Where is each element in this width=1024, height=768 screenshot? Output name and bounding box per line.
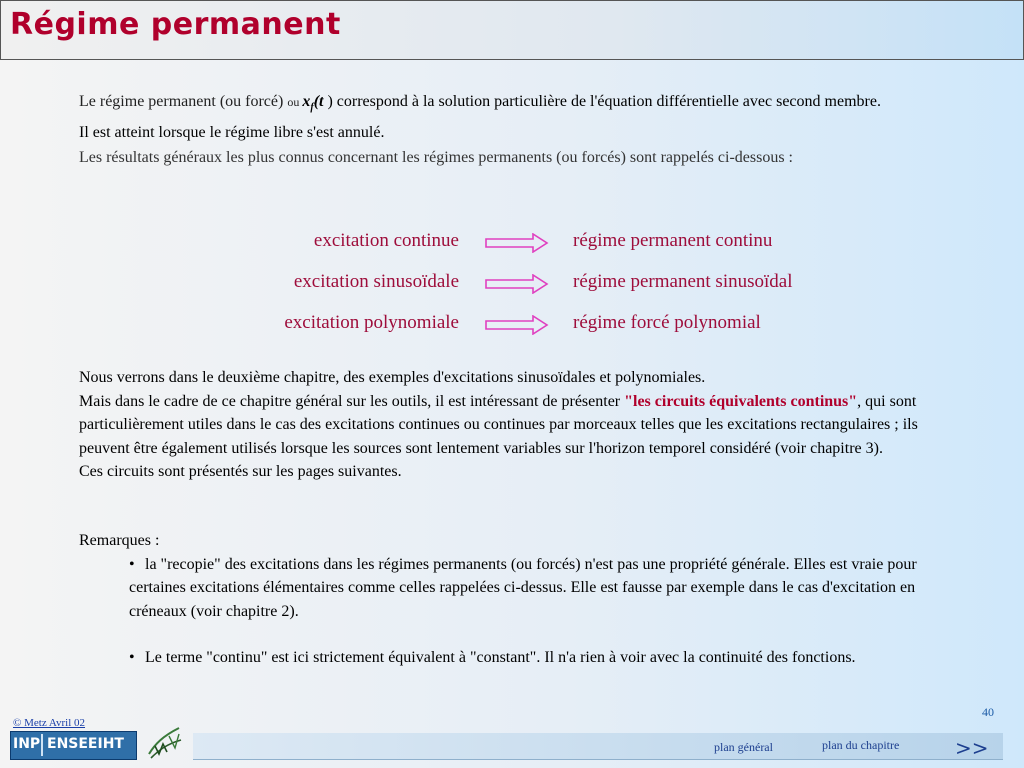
- remark-text: Le terme "continu" est ici strictement équivalent à "constant". Il n'a rien à voir avec la continuité des fonctions.: [145, 649, 856, 666]
- body-line-1: Nous verrons dans le deuxième chapitre, des exemples d'excitations sinusoïdales et polynomiales.: [79, 369, 706, 386]
- remarks-title: Remarques :: [79, 532, 160, 549]
- intro-paragraph-3: Les résultats généraux les plus connus concernant les régimes permanents (ou forcés) sont rappelés ci-dessous :: [79, 149, 793, 167]
- logo-school-text: ENSEEIHT: [47, 736, 124, 752]
- regime-label: régime forcé polynomial: [573, 312, 761, 333]
- intro-text-b: ) correspond à la solution particulière de l'équation différentielle avec second membre.: [323, 93, 881, 110]
- body-line-2-b: , qui sont particulièrement utiles dans le cas des excitations continues ou continues par morceaux telles que les excitations rectangulaires ; ils peuvent être également utilisés lorsque les sources sont lentement variables sur l'horizon temporel considéré (voir chapitre 3).: [79, 392, 918, 457]
- mapping-row: [0, 307, 1024, 348]
- title-bar: [0, 0, 1024, 60]
- mapping-row: [0, 266, 1024, 307]
- remarks-section: [79, 529, 959, 670]
- regime-label: régime permanent sinusoïdal: [573, 271, 793, 292]
- math-t: (t: [313, 93, 324, 110]
- copyright-link[interactable]: © Metz Avril 02: [13, 717, 86, 729]
- remark-text: la "recopie" des excitations dans les régimes permanents (ou forcés) n'est pas une propriété générale. Elles est vraie pour certaines excitations élémentaires comme celles rappelées ci-dessus. Elle est fausse par exemple dans le cas d'excitation en créneaux (voir chapitre 2).: [129, 555, 917, 620]
- mapping-row: [0, 225, 1024, 266]
- nav-plan-general[interactable]: plan général: [714, 740, 773, 754]
- excitation-label: excitation polynomiale: [284, 312, 459, 333]
- body-line-2-a: Mais dans le cadre de ce chapitre général sur les outils, il est intéressant de présenter: [79, 392, 625, 410]
- excitation-label: excitation sinusoïdale: [293, 271, 459, 292]
- next-page-button[interactable]: >>: [955, 736, 989, 760]
- bullet-icon: •: [129, 555, 135, 573]
- excitation-label: excitation continue: [313, 230, 459, 251]
- right-arrow-icon: [485, 233, 549, 253]
- math-xf-t: [302, 93, 324, 114]
- logo-divider: [41, 734, 43, 756]
- highlight-circuits: "les circuits équivalents continus": [624, 392, 858, 410]
- enseeiht-logo: [10, 731, 137, 760]
- right-arrow-icon: [485, 315, 549, 335]
- excitation-mapping: [0, 225, 1024, 348]
- math-x: x: [302, 93, 311, 110]
- page-title: Régime permanent: [10, 7, 341, 42]
- logo-inp-text: INP: [13, 736, 41, 752]
- intro-section: [79, 90, 953, 169]
- intro-paragraph-2: Il est atteint lorsque le régime libre s'est annulé.: [79, 124, 385, 142]
- intro-text-a: Le régime permanent (ou forcé): [79, 93, 288, 110]
- right-arrow-icon: [485, 274, 549, 294]
- intro-paragraph-1: [79, 90, 953, 119]
- n7-logo-icon: [145, 724, 185, 762]
- regime-label: régime permanent continu: [573, 230, 773, 251]
- bullet-icon: •: [129, 649, 135, 666]
- remark-item: [79, 553, 959, 624]
- math-sub: f: [310, 102, 314, 114]
- page-number: 40: [982, 705, 994, 719]
- body-line-2: [79, 390, 955, 461]
- remark-item: [79, 646, 959, 670]
- nav-plan-chapter[interactable]: plan du chapitre: [822, 738, 900, 752]
- intro-text-ou: ou: [287, 95, 303, 109]
- body-section: [79, 366, 955, 484]
- body-line-3: Ces circuits sont présentés sur les pages suivantes.: [79, 463, 402, 480]
